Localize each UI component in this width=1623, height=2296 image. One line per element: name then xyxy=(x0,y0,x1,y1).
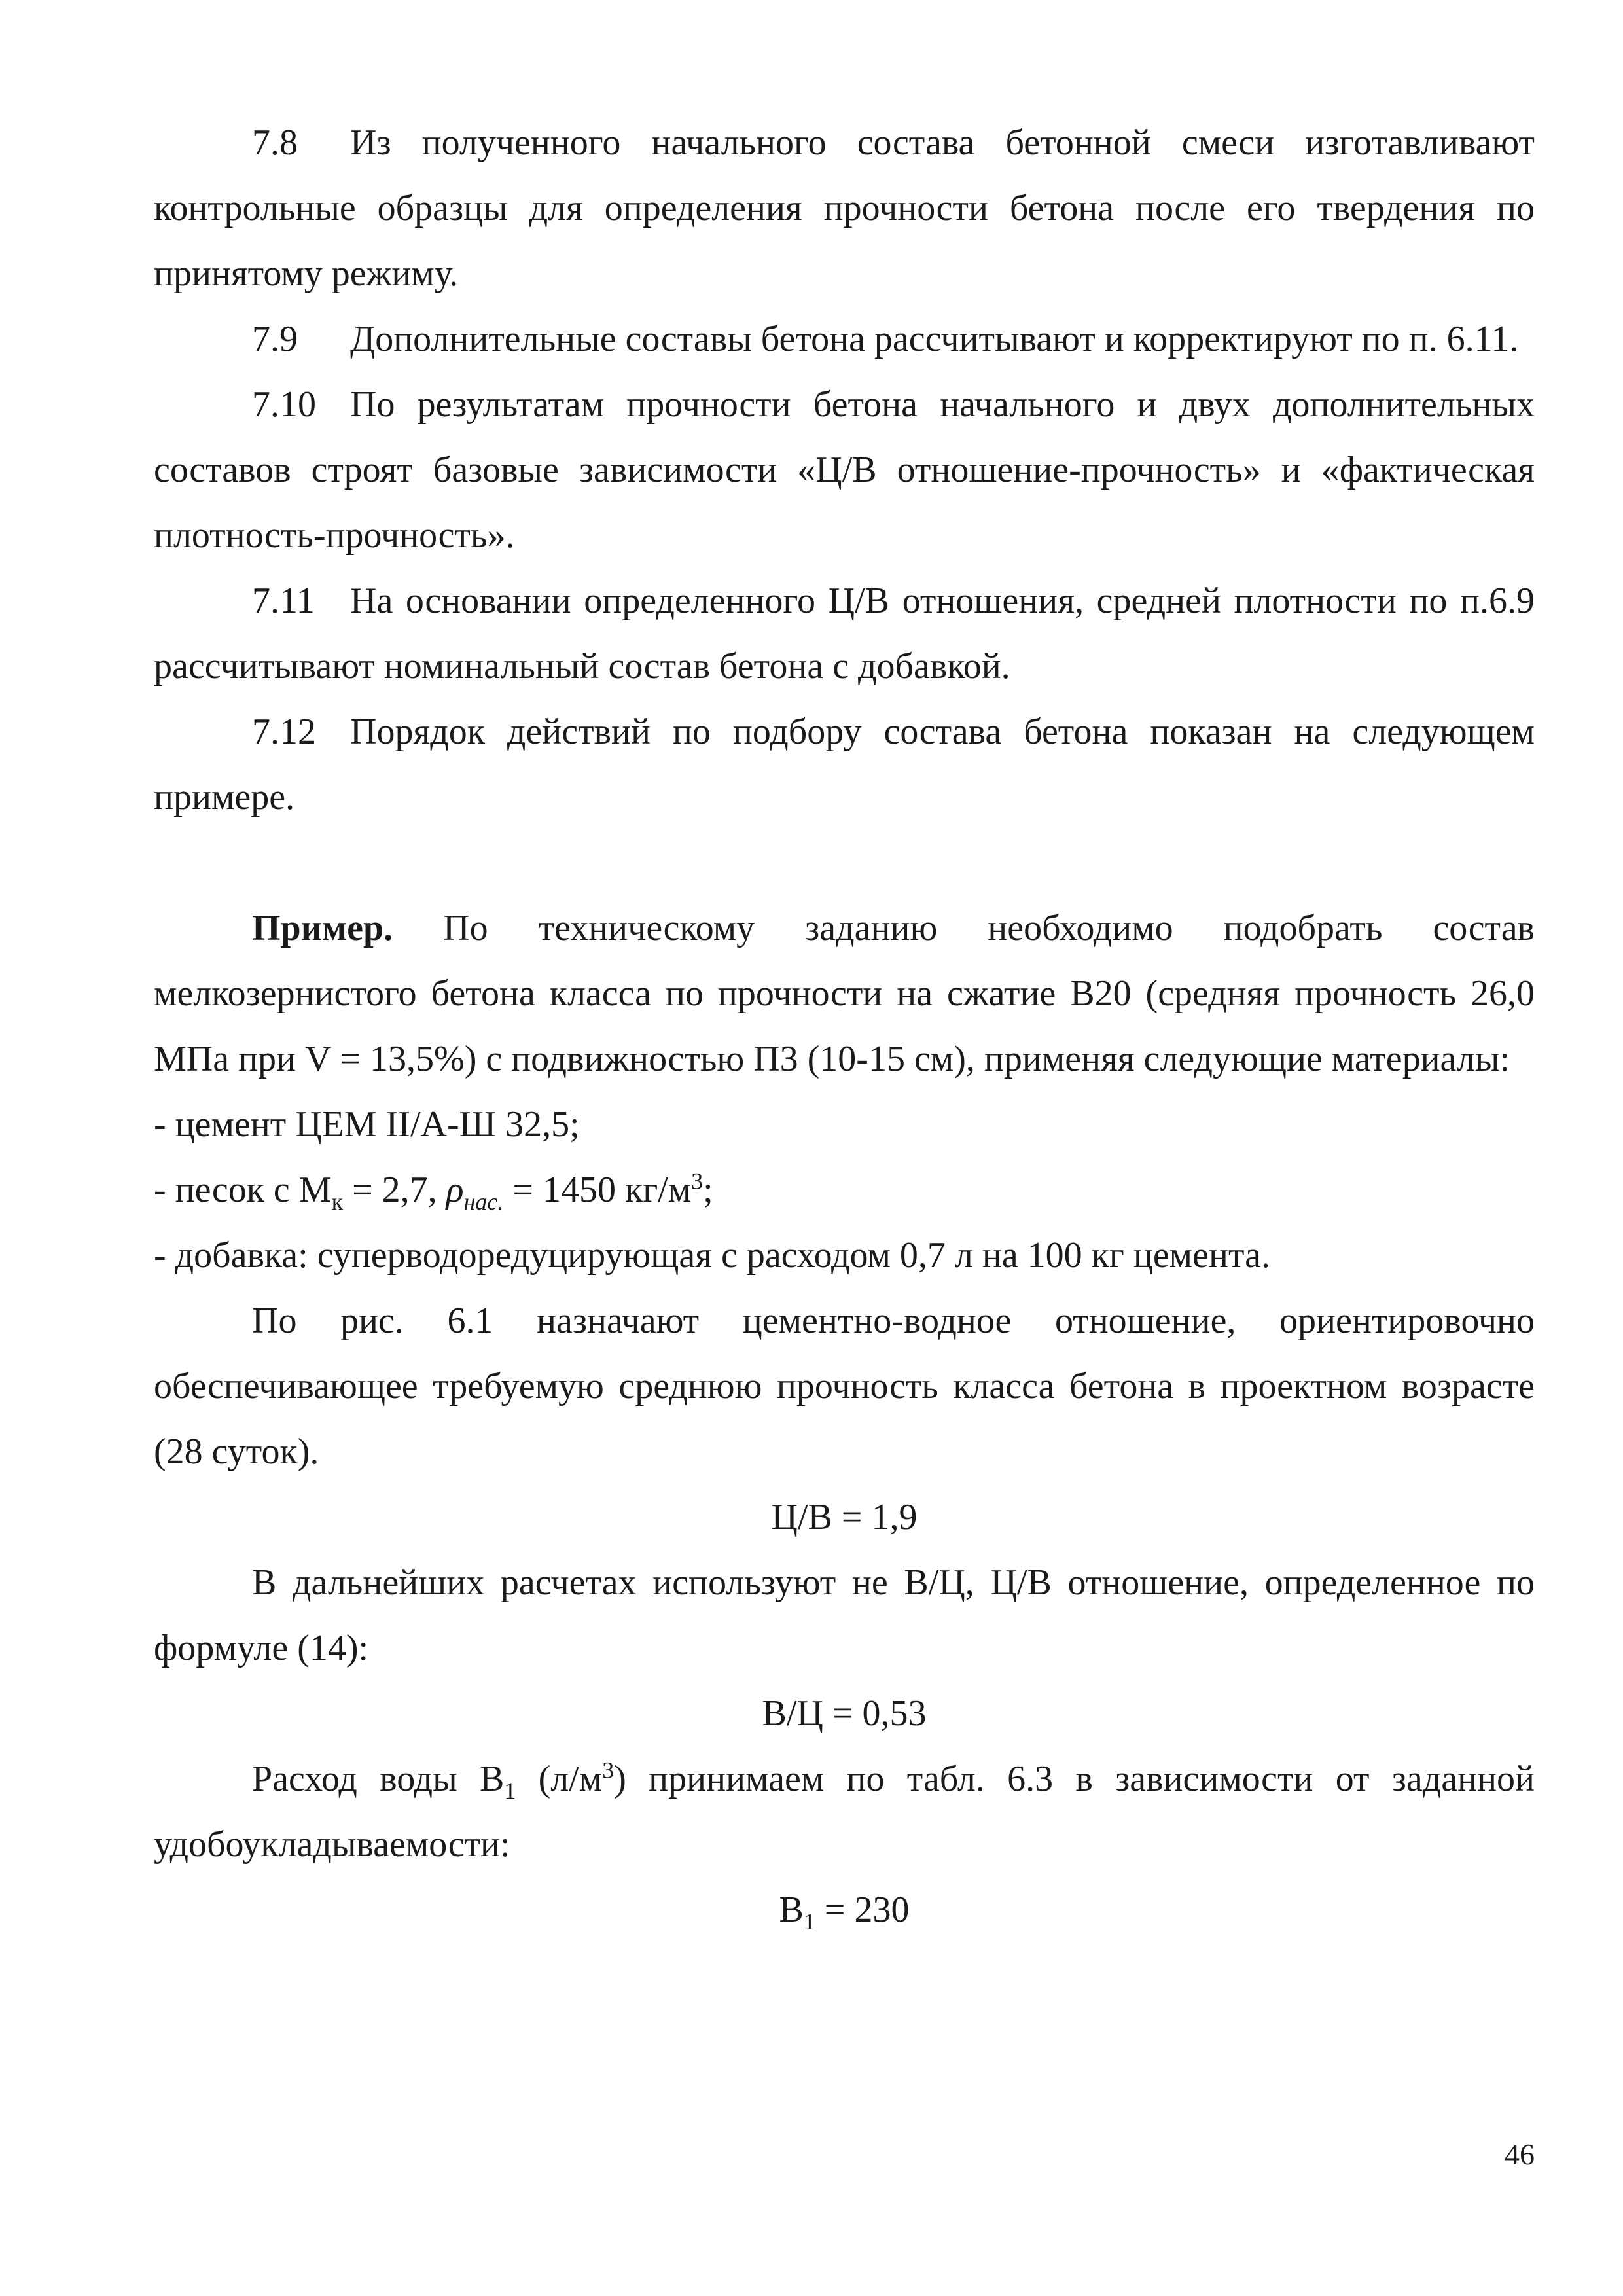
section-number: 7.11 xyxy=(252,581,315,621)
document-page xyxy=(154,110,1535,1943)
sand-superscript: 3 xyxy=(691,1168,704,1194)
paragraph-calc: В дальнейших расчетах используют не В/Ц, Ц/В отношение, определенное по формуле (14): xyxy=(154,1562,1535,1668)
paragraph-7-10 xyxy=(154,372,1535,568)
example-paragraph xyxy=(154,895,1535,1092)
rho-subscript: нас. xyxy=(463,1189,504,1215)
formula-vc: В/Ц = 0,53 xyxy=(762,1693,927,1734)
water-text-mid: (л/м xyxy=(516,1759,603,1799)
page-number: 46 xyxy=(1505,2138,1535,2171)
paragraph-7-8 xyxy=(154,110,1535,306)
paragraph-text: Из полученного начального состава бетонной смеси изготавливают контрольные образцы для определения прочности бетона после его твердения по принятому режиму. xyxy=(154,122,1535,294)
paragraph-7-11 xyxy=(154,568,1535,699)
sand-text-post: = 1450 кг/м xyxy=(503,1170,692,1210)
formula-cv: Ц/В = 1,9 xyxy=(771,1497,918,1537)
water-superscript: 3 xyxy=(602,1757,615,1784)
section-number: 7.8 xyxy=(252,122,298,163)
water-text-post: ) принимаем по табл. 6.3 в зависимости от заданной удобоукладываемости: xyxy=(154,1759,1535,1865)
paragraph-7-12 xyxy=(154,699,1535,830)
paragraph-water xyxy=(154,1746,1535,1877)
sand-text-pre: - песок с М xyxy=(154,1170,332,1210)
list-item-sand xyxy=(154,1157,1535,1223)
section-number: 7.10 xyxy=(252,384,316,425)
water-text-pre: Расход воды В xyxy=(252,1759,505,1799)
example-text: По техническому заданию необходимо подобрать состав мелкозернистого бетона класса по прочности на сжатие В20 (средняя прочность 26,0 МПа при V = 13,5%) с подвижностью П3 (10-15 см), применяя следующие материалы: xyxy=(154,908,1535,1079)
list-item-additive: - добавка: суперводоредуцирующая с расходом 0,7 л на 100 кг цемента. xyxy=(154,1235,1270,1276)
water-subscript: 1 xyxy=(504,1778,516,1804)
paragraph-7-9 xyxy=(154,306,1535,372)
paragraph-fig-6-1: По рис. 6.1 назначают цементно-водное отношение, ориентировочно обеспечивающее требуемую среднюю прочность класса бетона в проектном возрасте (28 суток). xyxy=(154,1300,1535,1472)
formula-b1 xyxy=(154,1877,1535,1943)
section-number: 7.12 xyxy=(252,711,316,752)
sand-subscript-k: к xyxy=(331,1189,344,1215)
rho-symbol: ρ xyxy=(446,1170,464,1210)
paragraph-text: На основании определенного Ц/В отношения, средней плотности по п.6.9 рассчитывают номинальный состав бетона с добавкой. xyxy=(154,581,1535,687)
paragraph-text: Порядок действий по подбору состава бетона показан на следующем примере. xyxy=(154,711,1535,817)
sand-text-mid: = 2,7, xyxy=(343,1170,446,1210)
section-number: 7.9 xyxy=(252,319,298,359)
list-item-cement: - цемент ЦЕМ II/А-Ш 32,5; xyxy=(154,1104,580,1145)
paragraph-text: Дополнительные составы бетона рассчитывают и корректируют по п. 6.11. xyxy=(350,319,1519,359)
example-label: Пример. xyxy=(252,908,393,948)
b1-text-post: = 230 xyxy=(815,1890,910,1930)
b1-text-pre: В xyxy=(779,1890,804,1930)
paragraph-text: По результатам прочности бетона начального и двух дополнительных составов строят базовые зависимости «Ц/В отношение-прочность» и «фактическая плотность-прочность». xyxy=(154,384,1535,556)
b1-subscript: 1 xyxy=(803,1909,815,1935)
sand-text-end: ; xyxy=(703,1170,713,1210)
